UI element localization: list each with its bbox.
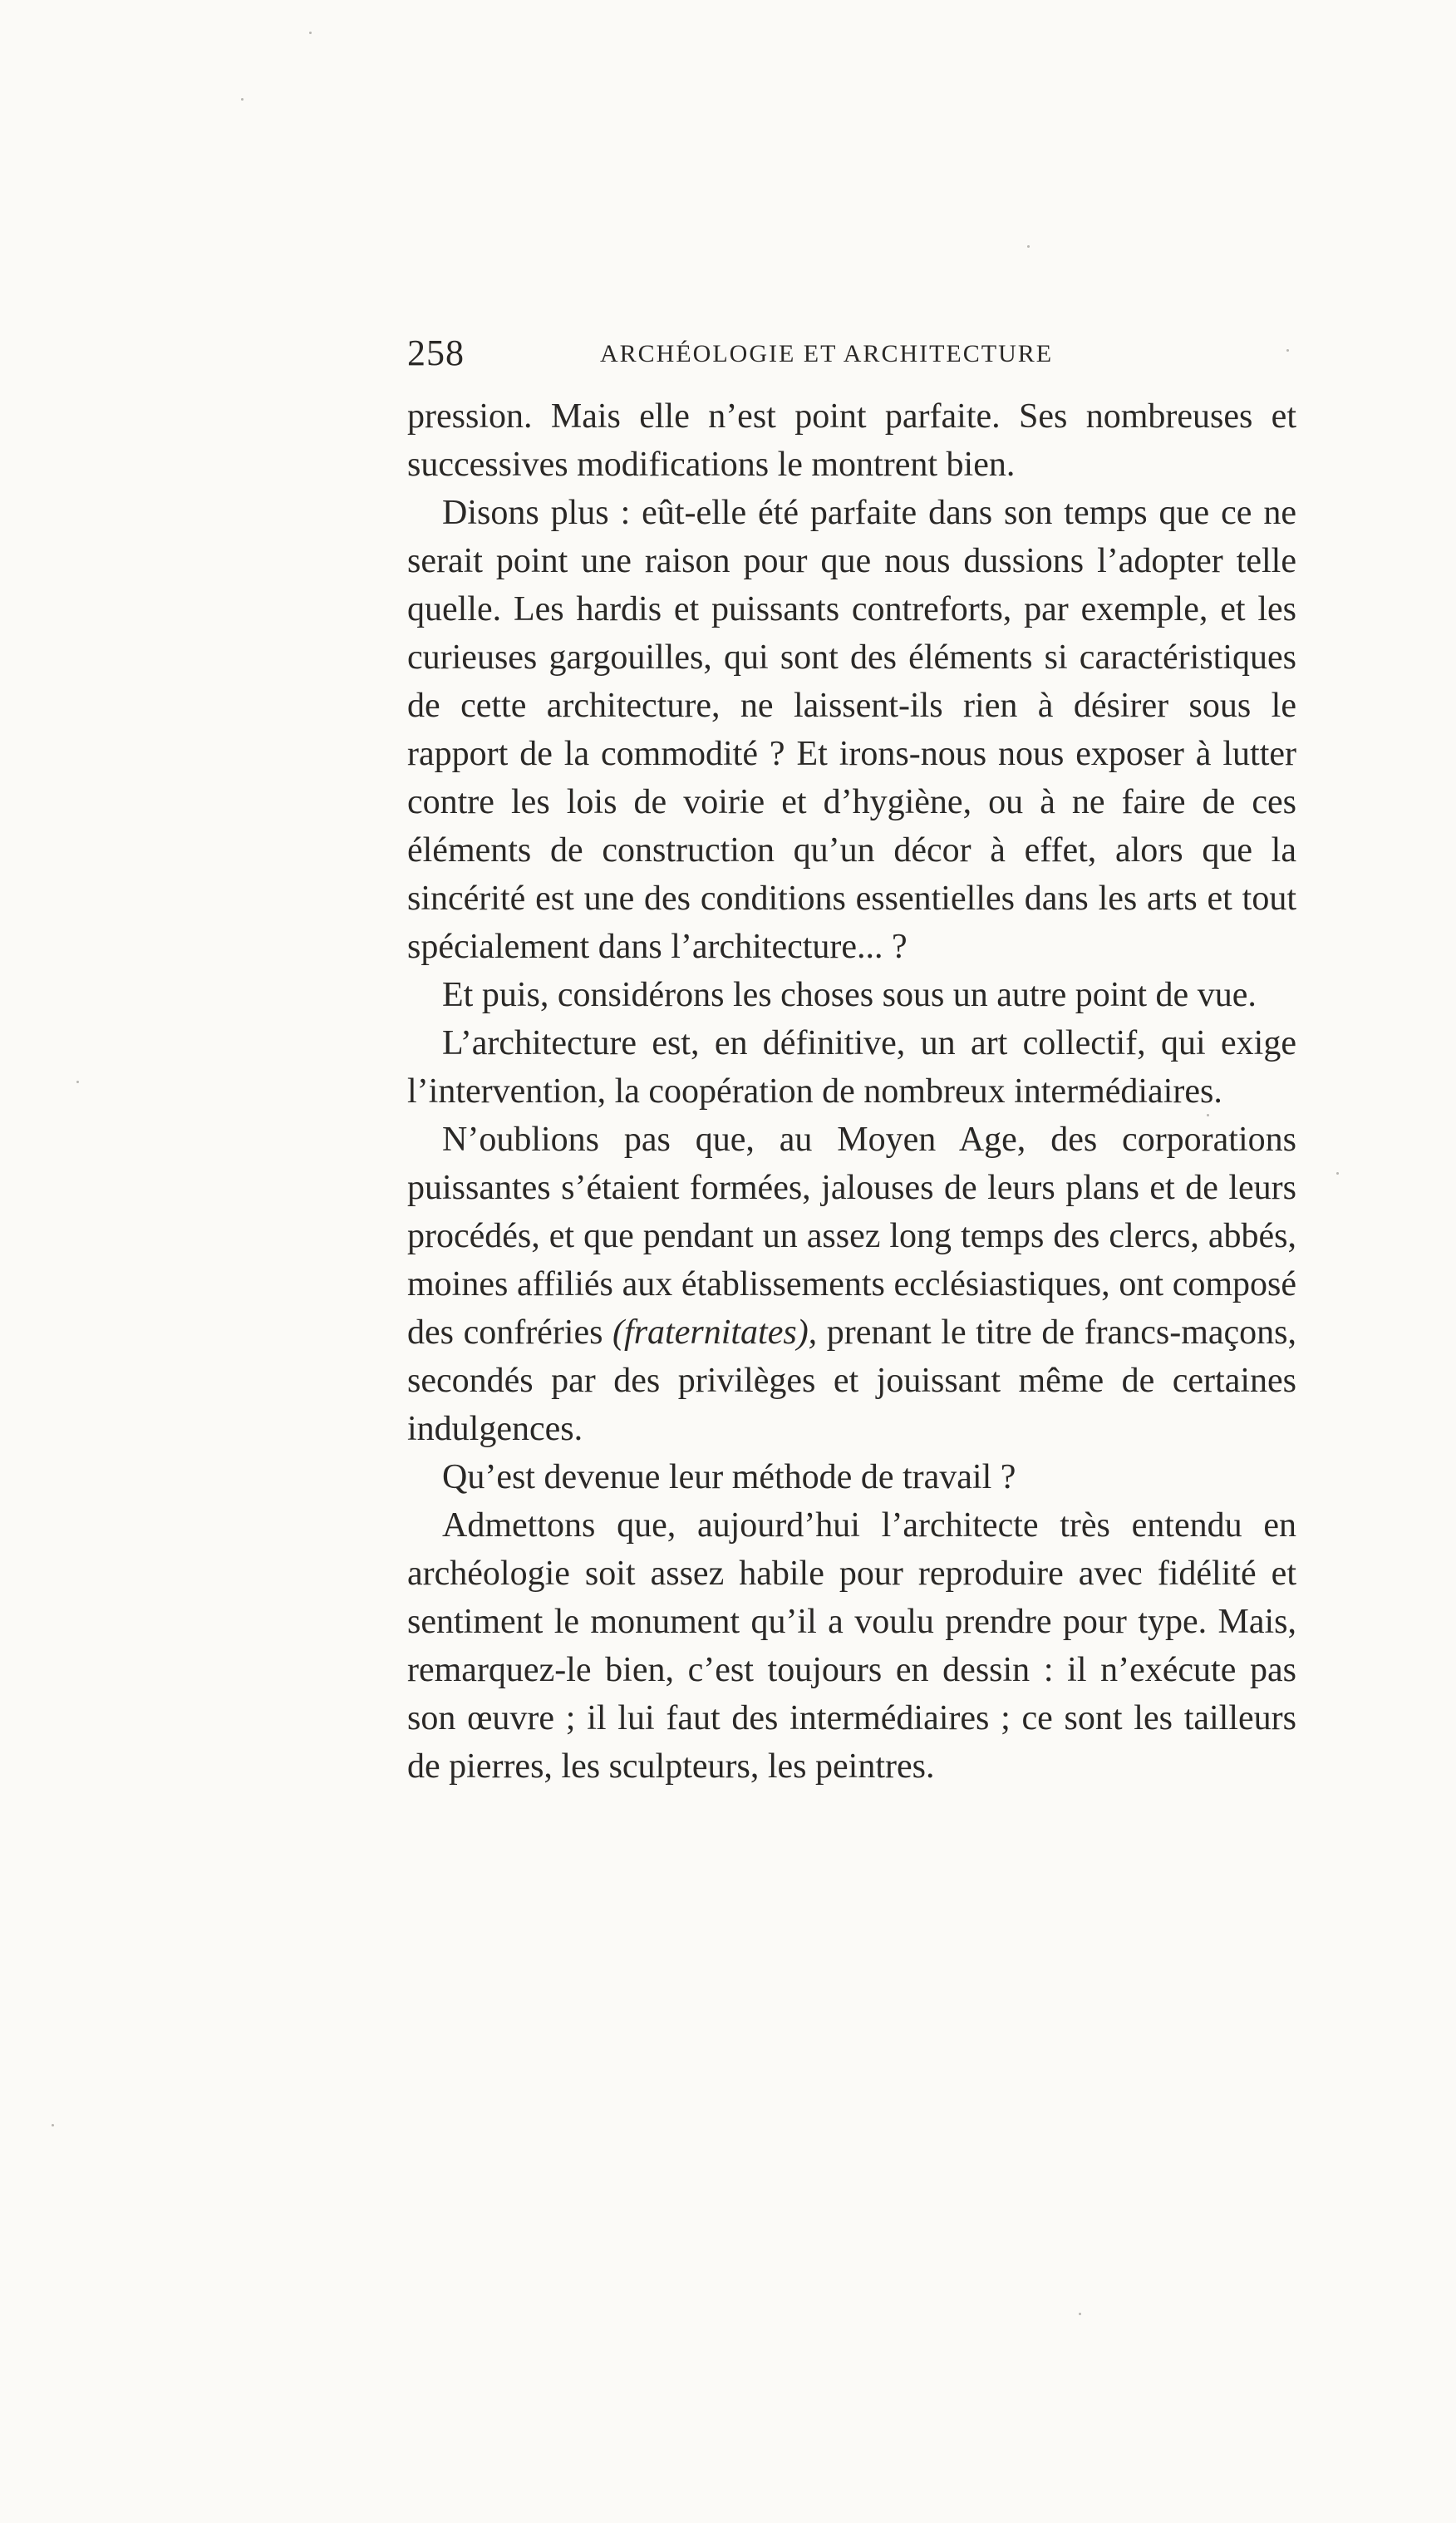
page-number: 258 bbox=[407, 333, 465, 373]
paper-speck bbox=[309, 32, 312, 34]
paper-speck bbox=[1336, 1172, 1339, 1175]
paper-speck bbox=[1286, 349, 1289, 352]
body-text bbox=[407, 392, 1296, 1791]
running-head: ARCHÉOLOGIE ET ARCHITECTURE bbox=[600, 340, 1054, 367]
paper-speck bbox=[1079, 2313, 1081, 2315]
paper-speck bbox=[76, 1081, 79, 1083]
paragraph-7: Admettons que, aujourd’hui l’architecte très entendu en archéologie soit assez habile pour reproduire avec fidélité et sentiment le monument qu’il a voulu prendre pour type. Mais, remarquez-le bien, c’est toujours en dessin : il n’exécute pas son œuvre ; il lui faut des intermédiaires ; ce sont les tailleurs de pierres, les sculpteurs, les peintres. bbox=[407, 1506, 1296, 1786]
page-header bbox=[407, 328, 1272, 378]
paragraph-5-text-end: prenant le titre de francs-maçons, secondés par des privilèges et jouissant même de certaines indulgences. bbox=[407, 1313, 1296, 1448]
paragraph-3: Et puis, considérons les choses sous un autre point de vue. bbox=[442, 976, 1257, 1014]
paper-speck bbox=[241, 98, 243, 101]
paragraph-2: Disons plus : eût-elle été parfaite dans son temps que ce ne serait point une raison pour que nous dussions l’adopter telle quelle. Les hardis et puissants contreforts, par exemple, et les curieuses gargouilles, qui sont des éléments si caractéristiques de cette architecture, ne laissent-ils rien à désirer sous le rapport de la commodité ? Et irons-nous nous exposer à lutter contre les lois de voirie et d’hygiène, ou à ne faire de ces éléments de construction qu’un décor à effet, alors que la sincérité est une des conditions essentielles dans les arts et tout spécialement dans l’architecture... ? bbox=[407, 494, 1296, 966]
paragraph-5-italic-term: (fraternitates), bbox=[612, 1313, 818, 1352]
paragraph-5-text-start: N’oublions pas que, au Moyen Age, des corporations puissantes s’étaient formées, jalouses de leurs plans et de leurs procédés, et que pendant un assez long temps des clercs, abbés, moines affiliés aux établissements ecclésiastiques, ont composé des confréries bbox=[407, 1121, 1296, 1352]
paper-speck bbox=[52, 2124, 54, 2126]
paragraph-1: pression. Mais elle n’est point parfaite. Ses nombreuses et successives modifications le montrent bien. bbox=[407, 397, 1296, 484]
paragraph-4: L’architecture est, en définitive, un art collectif, qui exige l’intervention, la coopération de nombreux intermédiaires. bbox=[407, 1024, 1296, 1111]
paragraph-6: Qu’est devenue leur méthode de travail ? bbox=[442, 1458, 1016, 1496]
paper-speck bbox=[1027, 245, 1030, 248]
paragraph-5 bbox=[407, 1116, 1296, 1453]
paper-speck bbox=[1207, 1114, 1209, 1116]
